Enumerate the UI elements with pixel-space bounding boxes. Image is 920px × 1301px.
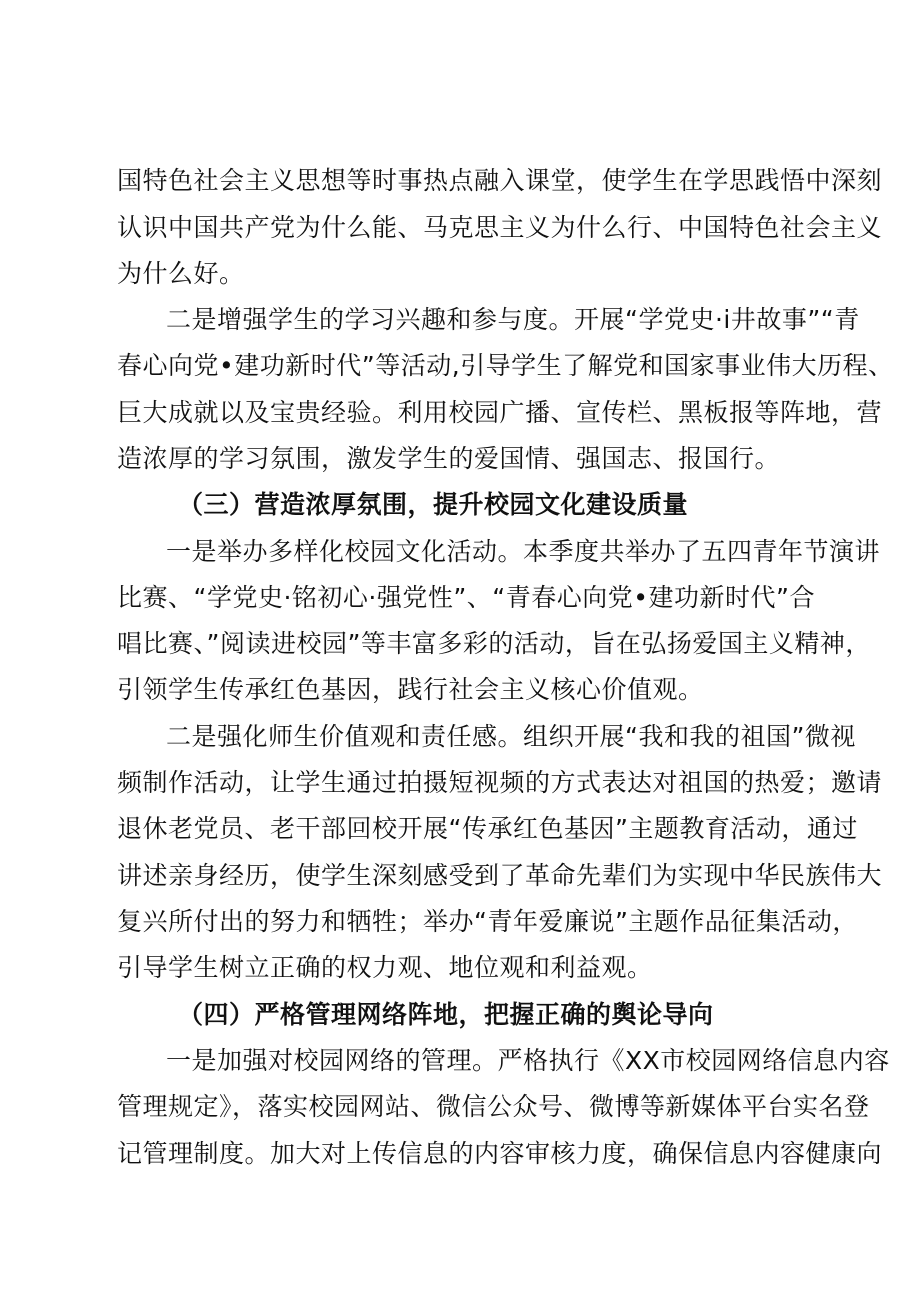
body-line-2: 认识中国共产党为什么能、马克思主义为什么行、中国特色社会主义	[117, 213, 883, 242]
section-heading-3: （三）营造浓厚氛围，提升校园文化建设质量	[178, 490, 689, 519]
body-line-12: 引领学生传承红色基因，践行社会主义核心价值观。	[117, 675, 704, 704]
body-line-16: 讲述亲身经历，使学生深刻感受到了革命先辈们为实现中华民族伟大	[117, 861, 883, 890]
body-line-18: 引导学生树立正确的权力观、地位观和利益观。	[117, 953, 653, 982]
paragraph-line-9: 一是举办多样化校园文化活动。本季度共举办了五四青年节演讲	[166, 537, 881, 566]
paragraph-line-13: 二是强化师生价值观和责任感。组织开展“我和我的祖国”微视	[166, 722, 856, 751]
body-line-10: 比赛、“学党史·铭初心·强党性”、“青春心向党•建功新时代”合	[117, 583, 815, 612]
body-line-6: 巨大成就以及宝贵经验。利用校园广播、宣传栏、黑板报等阵地，营	[117, 398, 883, 427]
body-line-17: 复兴所付出的努力和牺牲；举办“青年爱廉说”主题作品征集活动，	[117, 907, 858, 936]
body-line-5: 春心向党•建功新时代”等活动,引导学生了解党和国家事业伟大历程、	[117, 351, 894, 380]
body-line-3: 为什么好。	[117, 259, 245, 288]
body-line-21: 管理规定》，落实校园网站、微信公众号、微博等新媒体平台实名登	[117, 1092, 870, 1121]
paragraph-line-4: 二是增强学生的学习兴趣和参与度。开展“学党史·i井故事”“青	[166, 305, 860, 334]
body-line-1: 国特色社会主义思想等时事热点融入课堂，使学生在学思践悟中深刻	[117, 166, 883, 195]
paragraph-line-20: 一是加强对校园网络的管理。严格执行《XX市校园网络信息内容	[166, 1046, 890, 1075]
body-line-22: 记管理制度。加大对上传信息的内容审核力度，确保信息内容健康向	[117, 1139, 883, 1168]
body-line-14: 频制作活动，让学生通过拍摄短视频的方式表达对祖国的热爱；邀请	[117, 768, 883, 797]
body-line-15: 退休老党员、老干部回校开展“传承红色基因”主题教育活动，通过	[117, 814, 858, 843]
body-line-7: 造浓厚的学习氛围，激发学生的爱国情、强国志、报国行。	[117, 444, 781, 473]
section-heading-4: （四）严格管理网络阵地，把握正确的舆论导向	[178, 1000, 714, 1029]
body-line-11: 唱比赛、”阅读进校园”等丰富多彩的活动，旨在弘扬爱国主义精神，	[117, 629, 871, 658]
